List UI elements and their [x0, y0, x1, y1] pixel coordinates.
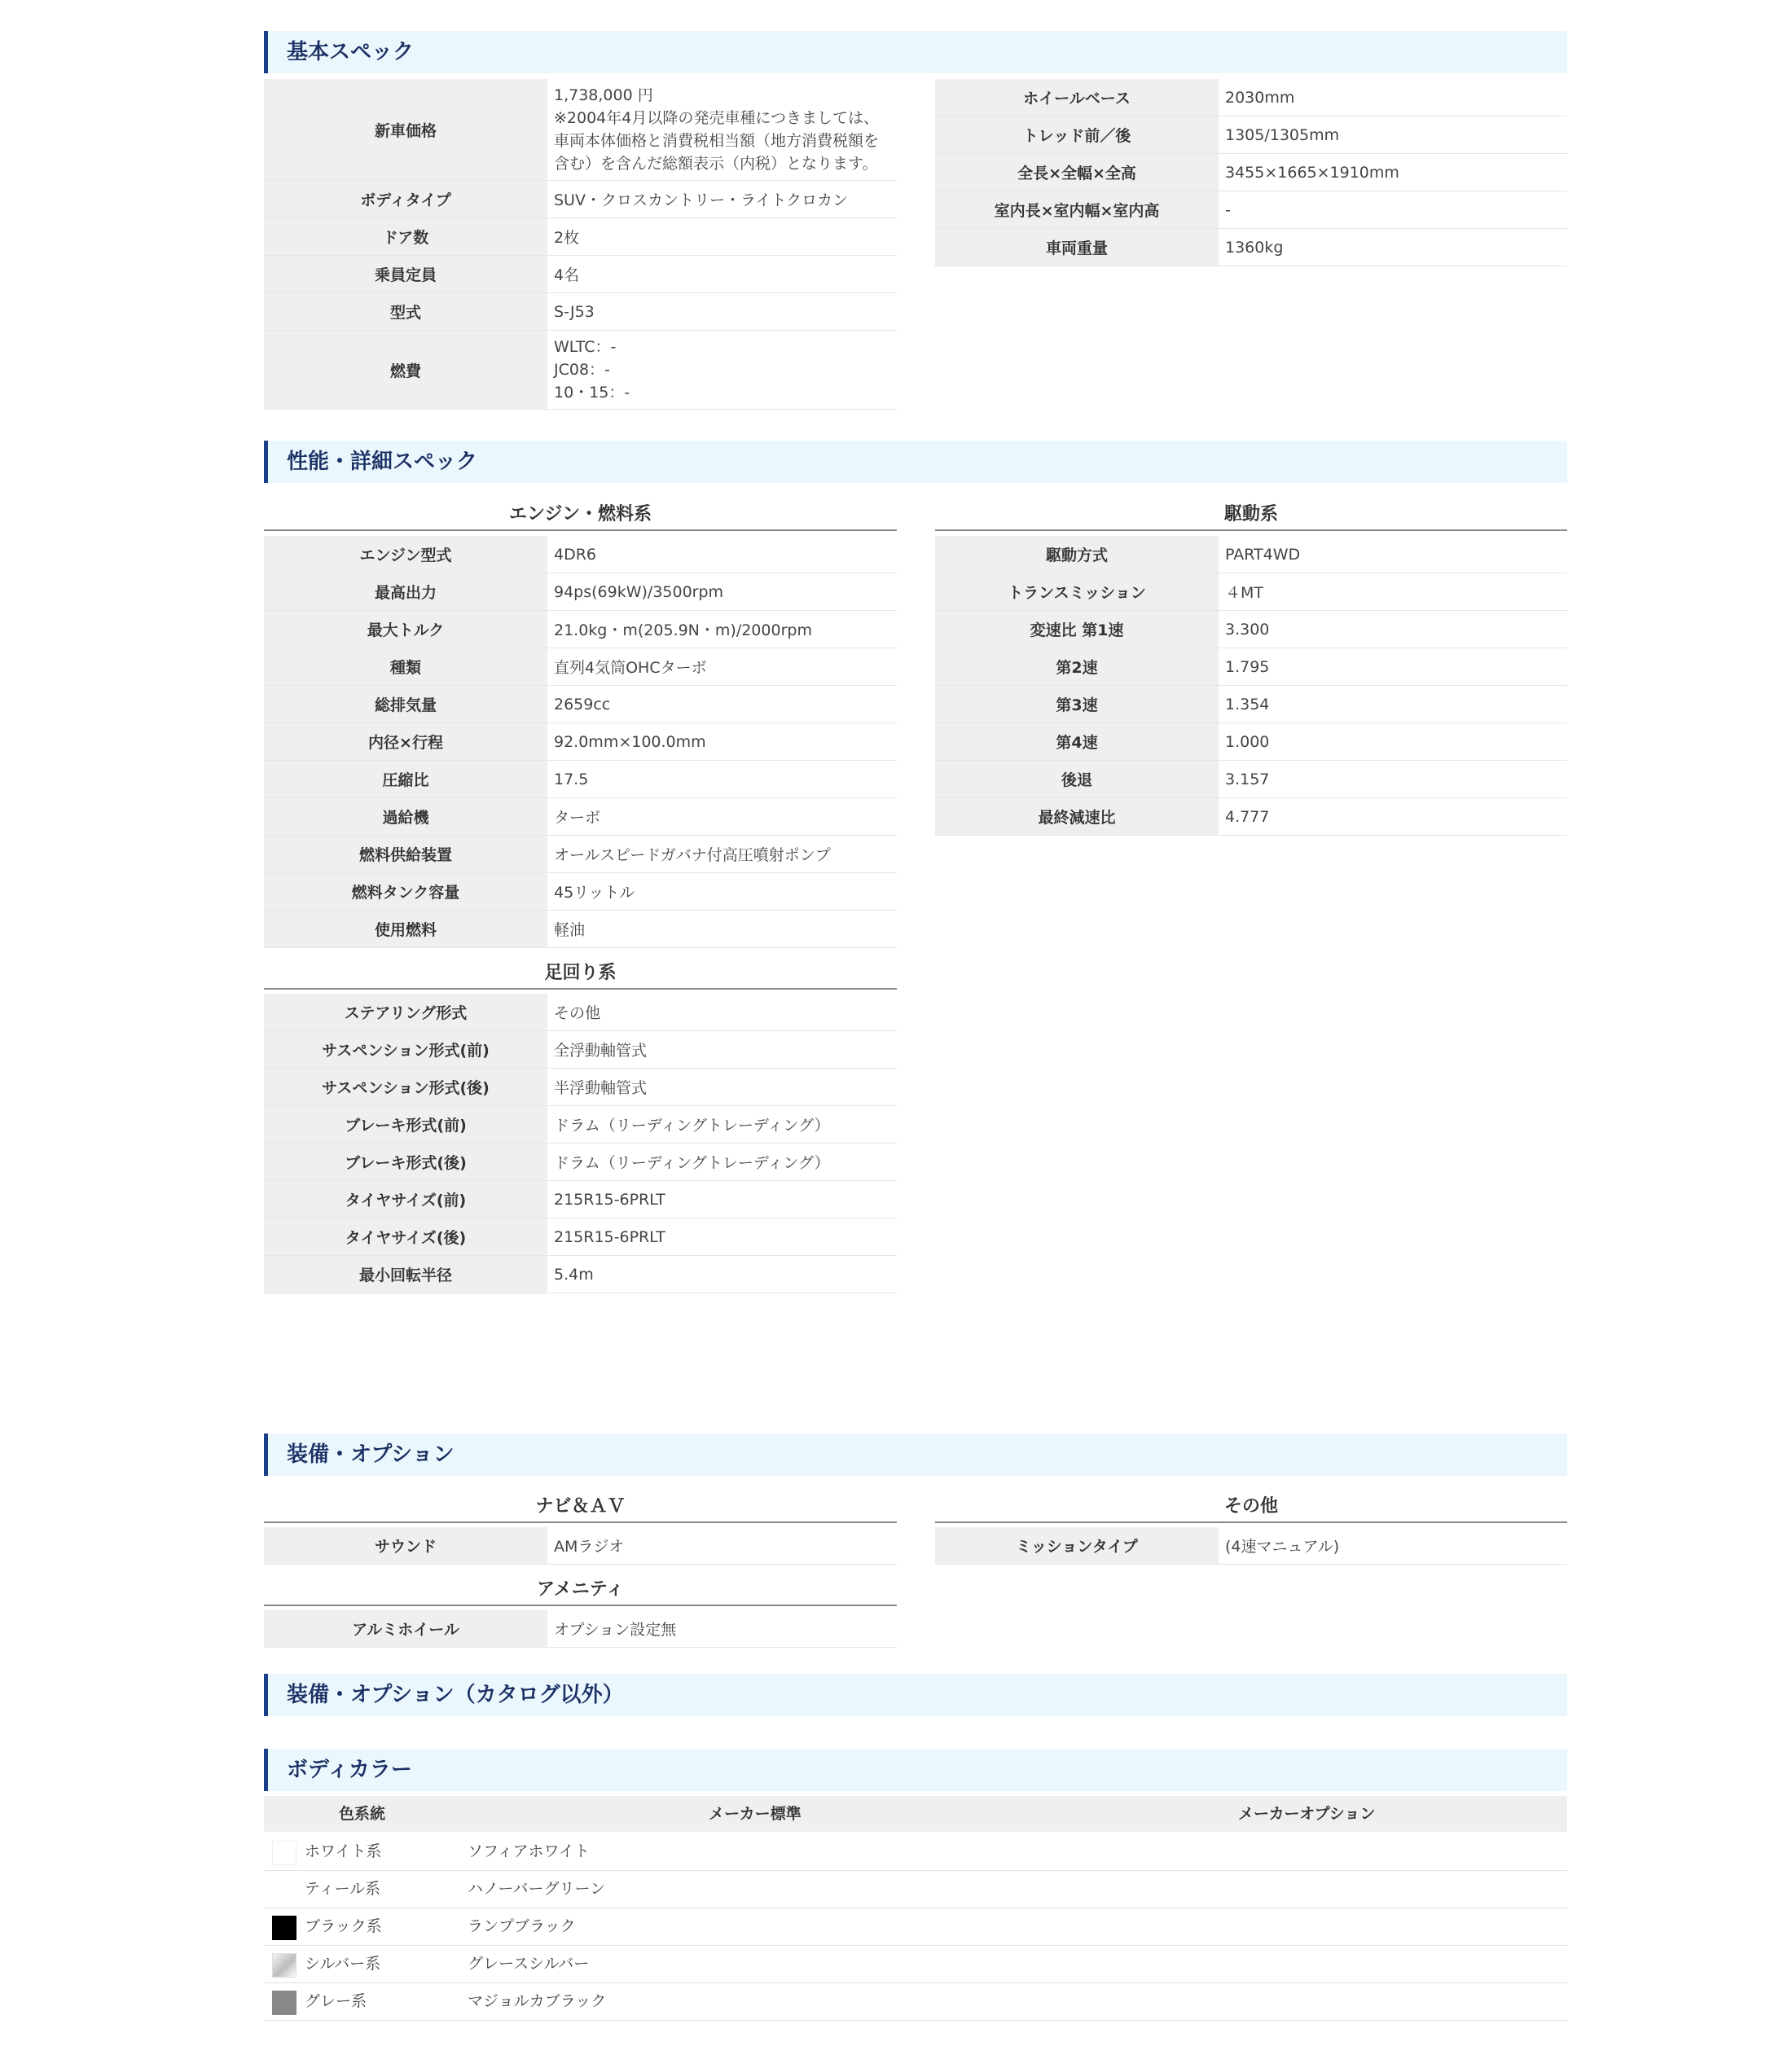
spec-label: ステアリング形式 [264, 994, 547, 1031]
spec-value: SUV・クロスカントリー・ライトクロカン [547, 181, 897, 218]
basic-spec-table-right [935, 79, 1567, 266]
spec-row [264, 1527, 897, 1565]
spec-label: 種類 [264, 648, 547, 686]
color-row [264, 1908, 1567, 1946]
color-standard-name: ソフィアホワイト [468, 1842, 590, 1860]
spec-value: PART4WD [1219, 536, 1567, 573]
spec-label: 過給機 [264, 798, 547, 836]
spec-value: 215R15-6PRLT [547, 1181, 897, 1218]
section-body-color [264, 1749, 1567, 1791]
spec-label: 乗員定員 [264, 256, 547, 293]
spec-row [935, 154, 1567, 191]
color-swatch-icon [272, 1841, 296, 1865]
spec-row [264, 1031, 897, 1069]
spec-row [935, 1527, 1567, 1565]
spec-row [935, 798, 1567, 836]
section-title: ボディカラー [287, 1758, 412, 1782]
subheading-engine: エンジン・燃料系 [264, 498, 897, 531]
spec-label: 最終減速比 [935, 798, 1219, 836]
spec-value: 2659cc [547, 686, 897, 723]
spec-label: ブレーキ形式(後) [264, 1144, 547, 1181]
spec-row [935, 79, 1567, 116]
spec-row [935, 611, 1567, 648]
spec-value: 17.5 [547, 761, 897, 798]
spec-label: ホイールベース [935, 79, 1219, 116]
section-basic-spec [264, 31, 1567, 73]
spec-value: 1360kg [1219, 229, 1567, 266]
spec-row [935, 536, 1567, 573]
spec-label: タイヤサイズ(前) [264, 1181, 547, 1218]
section-performance [264, 441, 1567, 483]
color-family: ブラック系 [305, 1917, 382, 1935]
spec-value: 2030mm [1219, 79, 1567, 116]
section-title: 性能・詳細スペック [287, 450, 478, 474]
spec-row [264, 79, 897, 181]
spec-row [935, 648, 1567, 686]
spec-label: 内径×行程 [264, 723, 547, 761]
spec-label: 最高出力 [264, 573, 547, 611]
other-table [935, 1527, 1567, 1565]
spec-label: 使用燃料 [264, 911, 547, 948]
color-swatch-icon [272, 1916, 296, 1940]
section-title: 装備・オプション [287, 1442, 455, 1467]
spec-value: ドラム（リーディングトレーディング） [547, 1144, 897, 1181]
spec-value: 1.795 [1219, 648, 1567, 686]
spec-label: トランスミッション [935, 573, 1219, 611]
spec-row [264, 723, 897, 761]
spec-row [264, 994, 897, 1031]
subheading-navi: ナビ＆ＡＶ [264, 1491, 897, 1523]
spec-label: 最小回転半径 [264, 1256, 547, 1293]
subheading-drive: 駆動系 [935, 498, 1567, 531]
spec-row [264, 648, 897, 686]
spec-value: S-J53 [547, 293, 897, 331]
color-table-header [264, 1796, 1567, 1832]
spec-row [264, 911, 897, 948]
engine-table [264, 536, 897, 948]
spec-label: 後退 [935, 761, 1219, 798]
spec-label: 燃料供給装置 [264, 836, 547, 873]
section-title: 基本スペック [287, 40, 415, 64]
spec-row [264, 1069, 897, 1106]
spec-value: 4DR6 [547, 536, 897, 573]
spec-row [264, 798, 897, 836]
spec-row [264, 1256, 897, 1293]
spec-label: 室内長×室内幅×室内高 [935, 191, 1219, 229]
color-family: ティール系 [305, 1880, 381, 1898]
spec-label: アルミホイール [264, 1610, 547, 1648]
spec-value: その他 [547, 994, 897, 1031]
spec-row [935, 229, 1567, 266]
color-row [264, 1833, 1567, 1871]
amenity-table [264, 1610, 897, 1648]
spec-row [935, 573, 1567, 611]
spec-value: ドラム（リーディングトレーディング） [547, 1106, 897, 1144]
spec-value: 21.0kg・m(205.9N・m)/2000rpm [547, 611, 897, 648]
color-row [264, 1870, 1567, 1908]
spec-label: サウンド [264, 1527, 547, 1565]
spec-row [935, 686, 1567, 723]
spec-value: 94ps(69kW)/3500rpm [547, 573, 897, 611]
spec-label: サスペンション形式(前) [264, 1031, 547, 1069]
spec-value: 1,738,000 円 ※2004年4月以降の発売車種につきましては、 車両本体価格と消費税相当額（地方消費税額を 含む）を含んだ総額表示（内税）となります。 [547, 79, 897, 181]
header-standard: メーカー標準 [709, 1805, 802, 1823]
spec-value: 5.4m [547, 1256, 897, 1293]
spec-label: 第3速 [935, 686, 1219, 723]
spec-row [264, 293, 897, 331]
spec-row [264, 836, 897, 873]
spec-label: ボディタイプ [264, 181, 547, 218]
spec-label: サスペンション形式(後) [264, 1069, 547, 1106]
spec-row [264, 1218, 897, 1256]
spec-row [264, 218, 897, 256]
spec-row [264, 536, 897, 573]
spec-row [264, 256, 897, 293]
spec-value: ４MT [1219, 573, 1567, 611]
spec-label: 車両重量 [935, 229, 1219, 266]
spec-label: 燃費 [264, 331, 547, 410]
subheading-chassis: 足回り系 [264, 957, 897, 990]
spec-value: オールスピードガバナ付高圧噴射ポンプ [547, 836, 897, 873]
spec-label: 変速比 第1速 [935, 611, 1219, 648]
spec-value: 45リットル [547, 873, 897, 911]
spec-row [935, 116, 1567, 154]
spec-label: エンジン型式 [264, 536, 547, 573]
spec-value: 3.300 [1219, 611, 1567, 648]
spec-value: 2枚 [547, 218, 897, 256]
section-equipment [264, 1434, 1567, 1476]
color-swatch-icon [272, 1878, 296, 1903]
spec-value: ターボ [547, 798, 897, 836]
basic-spec-table-left [264, 79, 897, 410]
spec-value: - [1219, 191, 1567, 229]
spec-value: 全浮動軸管式 [547, 1031, 897, 1069]
color-family: グレー系 [305, 1992, 367, 2010]
spec-value: 半浮動軸管式 [547, 1069, 897, 1106]
spec-label: 第4速 [935, 723, 1219, 761]
spec-row [264, 1144, 897, 1181]
drive-table [935, 536, 1567, 836]
subheading-other: その他 [935, 1491, 1567, 1523]
spec-row [264, 686, 897, 723]
spec-row [264, 611, 897, 648]
spec-label: 圧縮比 [264, 761, 547, 798]
spec-label: 最大トルク [264, 611, 547, 648]
spec-value: (4速マニュアル) [1219, 1527, 1567, 1565]
section-equipment-extra [264, 1674, 1567, 1716]
spec-row [935, 761, 1567, 798]
spec-value: WLTC：- JC08：- 10・15：- [547, 331, 897, 410]
header-family: 色系統 [339, 1805, 386, 1823]
color-standard-name: ハノーバーグリーン [468, 1880, 606, 1898]
spec-label: 型式 [264, 293, 547, 331]
spec-value: 軽油 [547, 911, 897, 948]
spec-row [264, 573, 897, 611]
spec-value: オプション設定無 [547, 1610, 897, 1648]
spec-row [264, 1106, 897, 1144]
spec-label: 燃料タンク容量 [264, 873, 547, 911]
color-family: シルバー系 [305, 1955, 381, 1973]
spec-row [264, 181, 897, 218]
color-family: ホワイト系 [305, 1842, 382, 1860]
color-row [264, 1982, 1567, 2021]
spec-value: 1.000 [1219, 723, 1567, 761]
spec-label: 全長×全幅×全高 [935, 154, 1219, 191]
spec-label: ドア数 [264, 218, 547, 256]
spec-label: タイヤサイズ(後) [264, 1218, 547, 1256]
chassis-table [264, 994, 897, 1293]
spec-label: 新車価格 [264, 79, 547, 181]
spec-value: 4.777 [1219, 798, 1567, 836]
spec-label: 第2速 [935, 648, 1219, 686]
spec-value: 3.157 [1219, 761, 1567, 798]
spec-label: 駆動方式 [935, 536, 1219, 573]
subheading-amenity: アメニティ [264, 1574, 897, 1606]
navi-table [264, 1527, 897, 1565]
spec-value: 1.354 [1219, 686, 1567, 723]
color-row [264, 1945, 1567, 1983]
spec-value: 直列4気筒OHCターボ [547, 648, 897, 686]
spec-label: ブレーキ形式(前) [264, 1106, 547, 1144]
spec-value: AMラジオ [547, 1527, 897, 1565]
spec-row [264, 331, 897, 410]
spec-row [264, 1181, 897, 1218]
spec-value: 4名 [547, 256, 897, 293]
spec-row [935, 723, 1567, 761]
spec-row [264, 1610, 897, 1648]
section-title: 装備・オプション（カタログ以外） [287, 1683, 624, 1707]
color-swatch-icon [272, 1953, 296, 1978]
spec-row [264, 761, 897, 798]
header-option: メーカーオプション [1238, 1805, 1376, 1823]
spec-value: 92.0mm×100.0mm [547, 723, 897, 761]
color-standard-name: マジョルカブラック [468, 1992, 607, 2010]
spec-label: ミッションタイプ [935, 1527, 1219, 1565]
spec-value: 215R15-6PRLT [547, 1218, 897, 1256]
spec-value: 1305/1305mm [1219, 116, 1567, 154]
spec-row [264, 873, 897, 911]
spec-label: 総排気量 [264, 686, 547, 723]
spec-row [935, 191, 1567, 229]
spec-value: 3455×1665×1910mm [1219, 154, 1567, 191]
color-standard-name: ランプブラック [468, 1917, 576, 1935]
spec-label: トレッド前／後 [935, 116, 1219, 154]
color-swatch-icon [272, 1991, 296, 2015]
color-standard-name: グレースシルバー [468, 1955, 590, 1973]
